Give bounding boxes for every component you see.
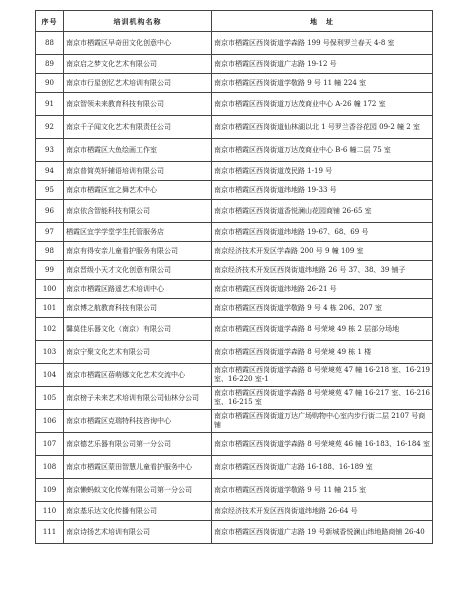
cell-serial-number: 99 bbox=[36, 261, 64, 280]
cell-serial-number: 111 bbox=[36, 521, 64, 544]
cell-institution-name: 栖霞区宜学学堂学生托管服务店 bbox=[64, 223, 212, 242]
table-row bbox=[36, 162, 433, 181]
institutions-table bbox=[35, 10, 433, 544]
cell-institution-name: 南京诗扬艺术培训有限公司 bbox=[64, 521, 212, 544]
cell-serial-number: 109 bbox=[36, 479, 64, 502]
cell-serial-number: 104 bbox=[36, 364, 64, 387]
header-institution-name: 培训机构名称 bbox=[64, 11, 212, 32]
cell-address: 南京市栖霞区西岗街道万达茂商业中心 A-26 幢 172 室 bbox=[212, 93, 433, 116]
cell-serial-number: 94 bbox=[36, 162, 64, 181]
cell-institution-name: 南京榜子未来艺术培训有限公司仙林分公司 bbox=[64, 387, 212, 410]
table-row bbox=[36, 479, 433, 502]
cell-serial-number: 110 bbox=[36, 502, 64, 521]
table-row bbox=[36, 242, 433, 261]
cell-address: 南京市栖霞区西岗街道学敬路 9 号 11 幢 224 室 bbox=[212, 74, 433, 93]
cell-institution-name: 馨莫佳乐器文化（南京）有限公司 bbox=[64, 318, 212, 341]
cell-institution-name: 南京依含智能科技有限公司 bbox=[64, 200, 212, 223]
cell-address: 南京经济技术开发区学森路 200 号 9 幢 109 室 bbox=[212, 242, 433, 261]
cell-serial-number: 102 bbox=[36, 318, 64, 341]
cell-institution-name: 南京普简英轩辅语培训有限公司 bbox=[64, 162, 212, 181]
table-row bbox=[36, 116, 433, 139]
cell-serial-number: 93 bbox=[36, 139, 64, 162]
cell-serial-number: 96 bbox=[36, 200, 64, 223]
cell-address: 南京经济技术开发区西岗街道纬地路 26-64 号 bbox=[212, 502, 433, 521]
table-row bbox=[36, 364, 433, 387]
cell-institution-name: 南京市栖霞区早奇田文化创意中心 bbox=[64, 32, 212, 55]
cell-address: 南京市栖霞区西岗街道广志路 19-12 号 bbox=[212, 55, 433, 74]
table-row bbox=[36, 139, 433, 162]
cell-institution-name: 南京市栖霞区克瑞特科技咨询中心 bbox=[64, 410, 212, 433]
cell-address: 南京市栖霞区西岗街道广志路 16-188、16-189 室 bbox=[212, 456, 433, 479]
cell-address: 南京市栖霞区西岗街道学森路 8 号荣境苑 47 幢 16-218 室、16-219 室、16-220 室-1 bbox=[212, 364, 433, 387]
cell-institution-name: 南京智领未来教育科技有限公司 bbox=[64, 93, 212, 116]
cell-address: 南京市栖霞区西岗街道茂民路 1-19 号 bbox=[212, 162, 433, 181]
cell-address: 南京经济技术开发区西岗街道纬地路 26 号 37、38、39 铺子 bbox=[212, 261, 433, 280]
cell-institution-name: 南京市栖霞区路遥艺术培训中心 bbox=[64, 280, 212, 299]
cell-serial-number: 98 bbox=[36, 242, 64, 261]
cell-address: 南京市栖霞区西岗街道学森路 8 号荣境 49 栋 2 层部分场地 bbox=[212, 318, 433, 341]
cell-institution-name: 南京启之梦文化艺术有限公司 bbox=[64, 55, 212, 74]
cell-serial-number: 89 bbox=[36, 55, 64, 74]
table-row bbox=[36, 318, 433, 341]
table-row bbox=[36, 456, 433, 479]
table-row bbox=[36, 200, 433, 223]
cell-address: 南京市栖霞区西岗街道学森路 8 号荣境苑 47 幢 16-217 室、16-216 室、16-215 室 bbox=[212, 387, 433, 410]
cell-address: 南京市栖霞区西岗街道学森路 199 号保利罗兰春天 4-8 室 bbox=[212, 32, 433, 55]
cell-address: 南京市栖霞区西岗街道学敬路 9 号 4 栋 206、207 室 bbox=[212, 299, 433, 318]
cell-address: 南京市栖霞区西岗街道纬地路 19-67、68、69 号 bbox=[212, 223, 433, 242]
table-row bbox=[36, 433, 433, 456]
cell-address: 南京市栖霞区西岗街道香悦澜山花园商铺 26-65 室 bbox=[212, 200, 433, 223]
cell-serial-number: 106 bbox=[36, 410, 64, 433]
cell-serial-number: 108 bbox=[36, 456, 64, 479]
cell-address: 南京市栖霞区西岗街道学敬路 9 号 11 幢 215 室 bbox=[212, 479, 433, 502]
table-row bbox=[36, 502, 433, 521]
table-row bbox=[36, 223, 433, 242]
table-row bbox=[36, 74, 433, 93]
cell-address: 南京市栖霞区西岗街道广志路 19 号新城香悦澜山纬地路商铺 26-40 bbox=[212, 521, 433, 544]
table-row bbox=[36, 55, 433, 74]
cell-address: 南京市栖霞区西岗街道纬地路 19-33 号 bbox=[212, 181, 433, 200]
header-serial-number: 序号 bbox=[36, 11, 64, 32]
cell-institution-name: 南京晋级小天才文化创意有限公司 bbox=[64, 261, 212, 280]
cell-address: 南京市栖霞区西岗街道学森路 8 号荣境 49 栋 1 楼 bbox=[212, 341, 433, 364]
cell-serial-number: 91 bbox=[36, 93, 64, 116]
table-row bbox=[36, 93, 433, 116]
cell-institution-name: 南京博之航教育科技有限公司 bbox=[64, 299, 212, 318]
cell-address: 南京市栖霞区西岗街道万达广场购物中心室内步行街二层 2107 号商铺 bbox=[212, 410, 433, 433]
cell-serial-number: 97 bbox=[36, 223, 64, 242]
cell-serial-number: 92 bbox=[36, 116, 64, 139]
table-row bbox=[36, 410, 433, 433]
cell-institution-name: 南京懒蚂蚁文化传媒有限公司第一分公司 bbox=[64, 479, 212, 502]
cell-institution-name: 南京有得安亲儿童看护服务有限公司 bbox=[64, 242, 212, 261]
cell-institution-name: 南京市栖霞区大鱼绘画工作室 bbox=[64, 139, 212, 162]
cell-institution-name: 南京市栖霞区宜之舞艺术中心 bbox=[64, 181, 212, 200]
document-page bbox=[35, 10, 432, 544]
table-row bbox=[36, 521, 433, 544]
table-header-row bbox=[36, 11, 433, 32]
cell-serial-number: 100 bbox=[36, 280, 64, 299]
cell-institution-name: 南京德艺乐器有限公司第一分公司 bbox=[64, 433, 212, 456]
cell-institution-name: 南京市行星创忆艺术培训有限公司 bbox=[64, 74, 212, 93]
cell-serial-number: 107 bbox=[36, 433, 64, 456]
cell-address: 南京市栖霞区西岗街道仙林湖以北 1 号罗兰香谷花园 09-2 幢 2 室 bbox=[212, 116, 433, 139]
cell-serial-number: 105 bbox=[36, 387, 64, 410]
table-row bbox=[36, 280, 433, 299]
cell-address: 南京市栖霞区西岗街道万达茂商业中心 B-6 幢二层 75 室 bbox=[212, 139, 433, 162]
cell-serial-number: 95 bbox=[36, 181, 64, 200]
cell-institution-name: 南京市栖霞区蓓萌娜文化艺术交流中心 bbox=[64, 364, 212, 387]
table-row bbox=[36, 181, 433, 200]
cell-serial-number: 88 bbox=[36, 32, 64, 55]
cell-serial-number: 103 bbox=[36, 341, 64, 364]
cell-institution-name: 南京千子闻文化艺术有限责任公司 bbox=[64, 116, 212, 139]
cell-institution-name: 南京宁聚文化艺术有限公司 bbox=[64, 341, 212, 364]
table-row bbox=[36, 32, 433, 55]
header-address: 地 址 bbox=[212, 11, 433, 32]
table-row bbox=[36, 387, 433, 410]
cell-institution-name: 南京市栖霞区蒙田智慧儿童看护服务中心 bbox=[64, 456, 212, 479]
table-row bbox=[36, 341, 433, 364]
cell-address: 南京市栖霞区西岗街道学森路 8 号荣境苑 46 幢 16-183、16-184 室 bbox=[212, 433, 433, 456]
cell-serial-number: 101 bbox=[36, 299, 64, 318]
cell-institution-name: 南京基乐达文化传播有限公司 bbox=[64, 502, 212, 521]
cell-serial-number: 90 bbox=[36, 74, 64, 93]
table-row bbox=[36, 261, 433, 280]
table-row bbox=[36, 299, 433, 318]
cell-address: 南京市栖霞区西岗街道纬地路 26-21 号 bbox=[212, 280, 433, 299]
